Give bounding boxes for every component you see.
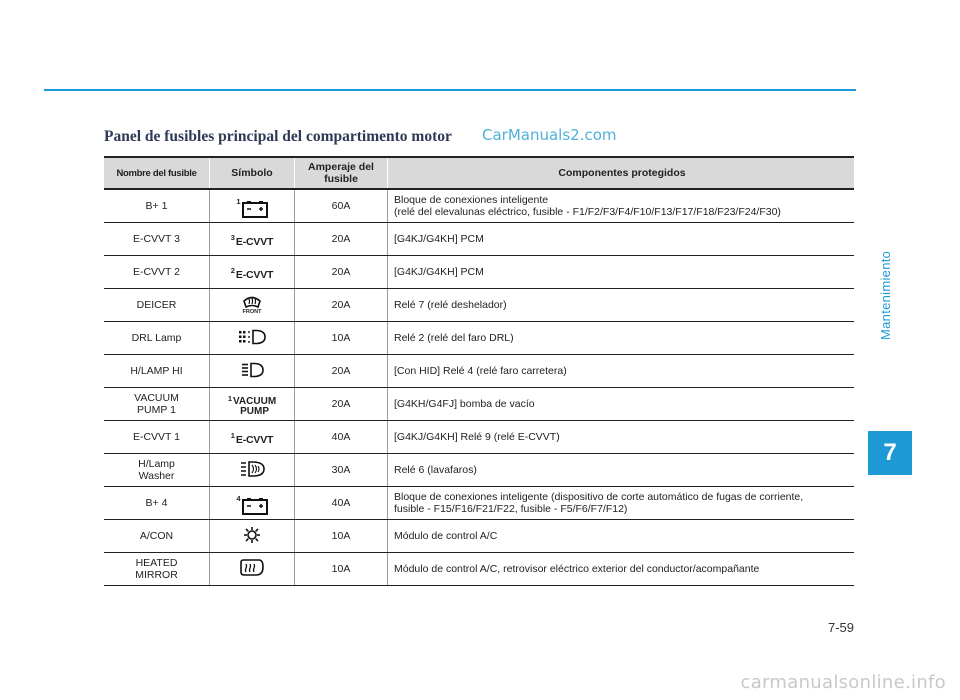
fuse-components: Relé 2 (relé del faro DRL) [388,322,855,355]
fuse-name: E-CVVT 3 [104,223,210,256]
battery-icon [242,497,268,515]
top-rule [44,89,856,91]
fuse-name-line: H/Lamp [138,458,175,470]
fuse-name: DRL Lamp [104,322,210,355]
fuse-components: [G4KJ/G4KH] PCM [388,256,855,289]
fuse-components: [Con HID] Relé 4 (relé faro carretera) [388,355,855,388]
components-line: (relé del elevalunas eléctrico, fusible - F1/F2/F3/F4/F10/F13/F17/F18/F23/F24/F30) [394,206,781,218]
fuse-name: DEICER [104,289,210,322]
fuse-amperage: 20A [295,256,388,289]
symbol-text: E-CVVT [235,433,274,446]
fuse-amperage: 20A [295,355,388,388]
footer-watermark: carmanualsonline.info [740,672,946,693]
fuse-amperage: 40A [295,421,388,454]
battery-icon [242,200,268,218]
fuse-name-line: MIRROR [135,569,178,581]
fuse-name: B+ 1 [104,189,210,223]
ac-icon [243,526,261,544]
header-symbol: Símbolo [210,157,295,189]
table-row [104,223,854,256]
fuse-amperage: 60A [295,189,388,223]
table-row [104,553,854,586]
table-row [104,487,854,520]
fuse-amperage: 30A [295,454,388,487]
symbol-text-line: VACUUM [233,395,277,407]
fuse-name [104,553,210,586]
fuse-symbol [210,322,295,355]
fuse-table [104,156,854,586]
headlamp-washer-icon [239,460,265,478]
symbol-text: E-CVVT [235,268,274,281]
fuse-amperage: 10A [295,553,388,586]
fuse-amperage: 20A [295,289,388,322]
symbol-label: FRONT [242,309,262,315]
fuse-components: Relé 7 (relé deshelador) [388,289,855,322]
fuse-symbol [210,355,295,388]
fuse-name: E-CVVT 2 [104,256,210,289]
fuse-components: Módulo de control A/C [388,520,855,553]
fuse-symbol [210,487,295,520]
table-row [104,520,854,553]
drl-lamp-icon [238,329,266,345]
watermark: CarManuals2.com [482,126,617,144]
fuse-symbol [210,289,295,322]
fuse-name-line: PUMP 1 [137,404,176,416]
header-amperage: Amperaje del fusible [295,157,388,189]
header-fuse-name: Nombre del fusible [104,157,210,189]
table-row [104,322,854,355]
chapter-badge: 7 [868,431,912,475]
fuse-index: 1 [230,430,235,440]
fuse-name [104,388,210,421]
fuse-index: 4 [236,493,241,503]
fuse-index: 3 [230,232,235,242]
fuse-symbol [210,421,295,454]
fuse-name-line: Washer [138,470,175,482]
fuse-index: 2 [230,265,235,275]
fuse-amperage: 20A [295,388,388,421]
fuse-components [388,487,855,520]
symbol-text-line: PUMP [240,405,270,417]
table-row [104,256,854,289]
fuse-amperage: 40A [295,487,388,520]
front-defroster-icon [242,295,262,309]
table-row [104,388,854,421]
heated-mirror-icon [239,559,265,577]
fuse-name: B+ 4 [104,487,210,520]
page-title: Panel de fusibles principal del compartimento motor [104,128,452,145]
fuse-symbol [210,520,295,553]
fuse-name: H/LAMP HI [104,355,210,388]
fuse-symbol [210,388,295,421]
components-line: fusible - F15/F16/F21/F22, fusible - F5/F6/F7/F12) [394,503,628,515]
page-number: 7-59 [828,620,855,635]
table-row [104,454,854,487]
fuse-symbol [210,189,295,223]
table-row [104,421,854,454]
fuse-amperage: 10A [295,520,388,553]
fuse-components: Relé 6 (lavafaros) [388,454,855,487]
fuse-name: E-CVVT 1 [104,421,210,454]
components-line: Bloque de conexiones inteligente (dispositivo de corte automático de fugas de corriente, [394,491,804,503]
fuse-name [104,454,210,487]
fuse-components: [G4KH/G4FJ] bomba de vacío [388,388,855,421]
header-components: Componentes protegidos [388,157,855,189]
fuse-symbol [210,223,295,256]
fuse-components: [G4KJ/G4KH] PCM [388,223,855,256]
table-row [104,355,854,388]
symbol-text: E-CVVT [235,235,274,248]
section-side-label: Mantenimiento [878,250,893,340]
symbol-text [233,397,276,417]
components-line: Bloque de conexiones inteligente [394,194,549,206]
table-header-row [104,157,854,189]
fuse-amperage: 20A [295,223,388,256]
high-beam-icon [240,362,264,378]
table-row [104,289,854,322]
fuse-symbol [210,454,295,487]
fuse-components: Módulo de control A/C, retrovisor eléctrico exterior del conductor/acompañante [388,553,855,586]
fuse-name-line: VACUUM [134,392,179,404]
fuse-symbol [210,256,295,289]
fuse-name-line: HEATED [135,557,178,569]
fuse-amperage: 10A [295,322,388,355]
fuse-components: [G4KJ/G4KH] Relé 9 (relé E-CVVT) [388,421,855,454]
table-row [104,189,854,223]
fuse-symbol [210,553,295,586]
fuse-index: 1 [236,196,241,206]
fuse-components [388,189,855,223]
fuse-index: 1 [227,393,232,403]
fuse-name: A/CON [104,520,210,553]
